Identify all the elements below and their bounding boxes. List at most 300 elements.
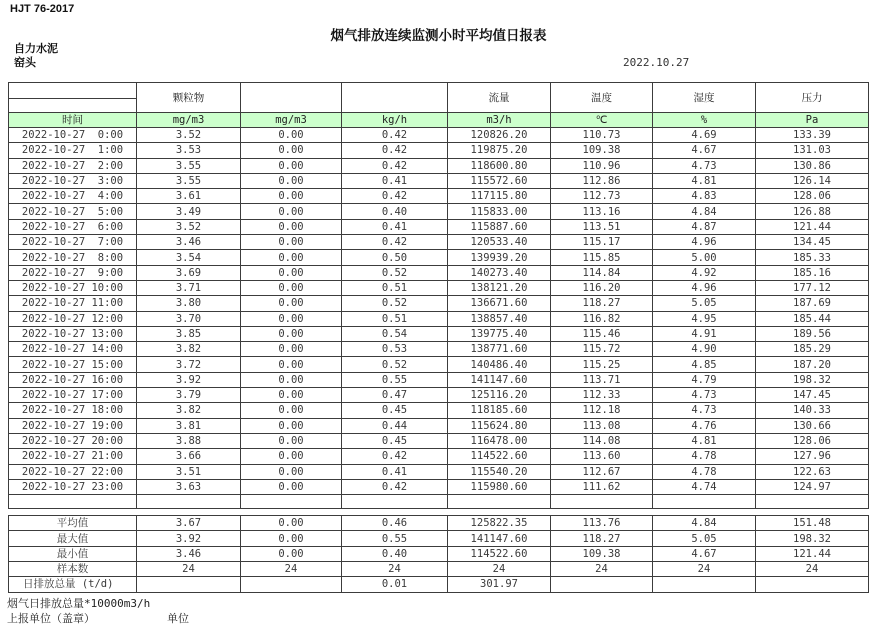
value-cell: 24 [551, 562, 653, 577]
value-cell: 147.45 [756, 388, 869, 403]
time-cell: 2022-10-27 21:00 [9, 449, 137, 464]
value-cell: 133.39 [756, 128, 869, 143]
value-cell: 185.44 [756, 311, 869, 326]
value-cell [448, 495, 551, 509]
value-cell: 126.88 [756, 204, 869, 219]
value-cell: 116478.00 [448, 433, 551, 448]
value-cell: 115540.20 [448, 464, 551, 479]
value-cell: 0.00 [241, 372, 342, 387]
unit-percent: % [653, 113, 756, 128]
hourly-data-table [8, 82, 869, 509]
company-name: 自力水泥 [14, 43, 58, 55]
value-cell: 0.42 [342, 479, 448, 494]
value-cell: 119875.20 [448, 143, 551, 158]
value-cell: 127.96 [756, 449, 869, 464]
value-cell: 187.20 [756, 357, 869, 372]
value-cell: 111.62 [551, 479, 653, 494]
time-cell: 2022-10-27 14:00 [9, 342, 137, 357]
value-cell: 0.00 [241, 250, 342, 265]
value-cell: 128.06 [756, 433, 869, 448]
value-cell: 0.42 [342, 128, 448, 143]
summary-row [9, 562, 869, 577]
table-row [9, 143, 869, 158]
value-cell: 0.45 [342, 433, 448, 448]
value-cell: 0.42 [342, 235, 448, 250]
value-cell: 0.00 [241, 235, 342, 250]
value-cell: 0.00 [241, 311, 342, 326]
value-cell: 5.00 [653, 250, 756, 265]
value-cell: 0.41 [342, 219, 448, 234]
value-cell: 0.40 [342, 546, 448, 561]
value-cell: 115.72 [551, 342, 653, 357]
value-cell: 3.82 [137, 403, 241, 418]
value-cell: 3.52 [137, 128, 241, 143]
value-cell: 0.00 [241, 449, 342, 464]
value-cell: 0.54 [342, 326, 448, 341]
value-cell: 4.87 [653, 219, 756, 234]
unit-kg-h: kg/h [342, 113, 448, 128]
value-cell: 0.50 [342, 250, 448, 265]
value-cell: 4.73 [653, 388, 756, 403]
col-header-blank-1 [241, 83, 342, 113]
value-cell: 3.49 [137, 204, 241, 219]
summary-label: 最大值 [9, 531, 137, 546]
value-cell: 112.86 [551, 173, 653, 188]
value-cell: 187.69 [756, 296, 869, 311]
value-cell: 3.63 [137, 479, 241, 494]
hourly-rows [9, 128, 869, 509]
value-cell: 24 [241, 562, 342, 577]
value-cell: 0.00 [241, 219, 342, 234]
value-cell: 0.41 [342, 464, 448, 479]
value-cell: 3.82 [137, 342, 241, 357]
unit-label: 单位 [167, 612, 189, 624]
value-cell: 3.46 [137, 235, 241, 250]
value-cell: 0.52 [342, 296, 448, 311]
value-cell: 124.97 [756, 479, 869, 494]
unit-mg-m3-a: mg/m3 [137, 113, 241, 128]
empty-cell [9, 495, 137, 509]
value-cell: 0.00 [241, 479, 342, 494]
value-cell: 130.86 [756, 158, 869, 173]
value-cell: 4.96 [653, 280, 756, 295]
value-cell: 4.83 [653, 189, 756, 204]
value-cell: 0.44 [342, 418, 448, 433]
value-cell: 112.33 [551, 388, 653, 403]
table-row [9, 357, 869, 372]
reporting-unit-label: 上报单位（盖章） [7, 612, 95, 624]
value-cell: 3.53 [137, 143, 241, 158]
value-cell: 3.54 [137, 250, 241, 265]
value-cell: 130.66 [756, 418, 869, 433]
time-cell: 2022-10-27 11:00 [9, 296, 137, 311]
value-cell: 115.17 [551, 235, 653, 250]
table-row [9, 418, 869, 433]
summary-row [9, 531, 869, 546]
table-row [9, 388, 869, 403]
value-cell: 4.69 [653, 128, 756, 143]
summary-label: 日排放总量 (t/d) [9, 577, 137, 592]
value-cell: 0.55 [342, 372, 448, 387]
value-cell: 118.27 [551, 296, 653, 311]
corner-cell-top [9, 83, 137, 99]
value-cell: 177.12 [756, 280, 869, 295]
value-cell: 0.42 [342, 158, 448, 173]
table-row [9, 189, 869, 204]
value-cell: 0.00 [241, 265, 342, 280]
report-table-area [8, 82, 869, 593]
value-cell: 115572.60 [448, 173, 551, 188]
value-cell: 0.42 [342, 449, 448, 464]
time-cell: 2022-10-27 22:00 [9, 464, 137, 479]
value-cell: 3.66 [137, 449, 241, 464]
time-cell: 2022-10-27 4:00 [9, 189, 137, 204]
value-cell: 134.45 [756, 235, 869, 250]
summary-label: 样本数 [9, 562, 137, 577]
value-cell: 114522.60 [448, 546, 551, 561]
value-cell: 0.55 [342, 531, 448, 546]
value-cell [653, 495, 756, 509]
summary-label: 最小值 [9, 546, 137, 561]
value-cell: 115.85 [551, 250, 653, 265]
table-row [9, 128, 869, 143]
value-cell: 139775.40 [448, 326, 551, 341]
value-cell: 113.08 [551, 418, 653, 433]
table-row [9, 479, 869, 494]
value-cell: 0.42 [342, 189, 448, 204]
value-cell: 3.46 [137, 546, 241, 561]
time-cell: 2022-10-27 9:00 [9, 265, 137, 280]
value-cell: 4.81 [653, 173, 756, 188]
table-row [9, 250, 869, 265]
value-cell: 4.73 [653, 403, 756, 418]
value-cell: 0.52 [342, 357, 448, 372]
value-cell: 114.08 [551, 433, 653, 448]
value-cell: 0.47 [342, 388, 448, 403]
table-row [9, 296, 869, 311]
table-row [9, 158, 869, 173]
value-cell: 3.71 [137, 280, 241, 295]
value-cell: 115.46 [551, 326, 653, 341]
value-cell: 141147.60 [448, 531, 551, 546]
value-cell: 0.00 [241, 280, 342, 295]
unit-mg-m3-b: mg/m3 [241, 113, 342, 128]
monitor-point: 窑头 [14, 57, 36, 69]
group-header-row [9, 83, 869, 99]
table-row [9, 403, 869, 418]
value-cell: 4.96 [653, 235, 756, 250]
value-cell: 112.18 [551, 403, 653, 418]
value-cell: 3.51 [137, 464, 241, 479]
time-column-header: 时间 [9, 113, 137, 128]
value-cell: 113.76 [551, 516, 653, 531]
value-cell: 198.32 [756, 531, 869, 546]
value-cell [551, 577, 653, 592]
time-cell: 2022-10-27 10:00 [9, 280, 137, 295]
table-row [9, 326, 869, 341]
time-cell: 2022-10-27 2:00 [9, 158, 137, 173]
time-cell: 2022-10-27 7:00 [9, 235, 137, 250]
value-cell: 0.00 [241, 464, 342, 479]
table-row [9, 265, 869, 280]
value-cell: 114.84 [551, 265, 653, 280]
value-cell: 24 [448, 562, 551, 577]
value-cell: 114522.60 [448, 449, 551, 464]
value-cell: 131.03 [756, 143, 869, 158]
value-cell: 4.92 [653, 265, 756, 280]
col-header-blank-2 [342, 83, 448, 113]
value-cell: 3.69 [137, 265, 241, 280]
time-cell: 2022-10-27 0:00 [9, 128, 137, 143]
value-cell: 4.90 [653, 342, 756, 357]
summary-row [9, 577, 869, 592]
unit-pa: Pa [756, 113, 869, 128]
summary-row [9, 516, 869, 531]
table-row [9, 235, 869, 250]
value-cell: 4.67 [653, 546, 756, 561]
table-row [9, 464, 869, 479]
value-cell: 3.52 [137, 219, 241, 234]
value-cell: 110.96 [551, 158, 653, 173]
value-cell: 120533.40 [448, 235, 551, 250]
value-cell [756, 495, 869, 509]
value-cell: 115887.60 [448, 219, 551, 234]
table-row [9, 173, 869, 188]
value-cell: 141147.60 [448, 372, 551, 387]
value-cell: 0.00 [241, 357, 342, 372]
time-cell: 2022-10-27 5:00 [9, 204, 137, 219]
value-cell [342, 495, 448, 509]
col-header-temperature: 温度 [551, 83, 653, 113]
doc-code: HJT 76-2017 [10, 3, 75, 15]
value-cell: 138857.40 [448, 311, 551, 326]
time-cell: 2022-10-27 12:00 [9, 311, 137, 326]
value-cell: 109.38 [551, 546, 653, 561]
value-cell: 185.16 [756, 265, 869, 280]
value-cell: 117115.80 [448, 189, 551, 204]
value-cell: 0.00 [241, 388, 342, 403]
value-cell: 112.67 [551, 464, 653, 479]
time-cell: 2022-10-27 8:00 [9, 250, 137, 265]
value-cell [241, 495, 342, 509]
value-cell: 198.32 [756, 372, 869, 387]
value-cell: 4.73 [653, 158, 756, 173]
time-cell: 2022-10-27 20:00 [9, 433, 137, 448]
value-cell: 0.46 [342, 516, 448, 531]
value-cell: 115.25 [551, 357, 653, 372]
value-cell: 4.84 [653, 516, 756, 531]
value-cell: 3.70 [137, 311, 241, 326]
value-cell: 4.67 [653, 143, 756, 158]
value-cell [653, 577, 756, 592]
table-row [9, 280, 869, 295]
table-row [9, 449, 869, 464]
table-row [9, 433, 869, 448]
value-cell: 118185.60 [448, 403, 551, 418]
col-header-flow: 流量 [448, 83, 551, 113]
value-cell: 3.79 [137, 388, 241, 403]
col-header-pressure: 压力 [756, 83, 869, 113]
time-cell: 2022-10-27 18:00 [9, 403, 137, 418]
value-cell: 151.48 [756, 516, 869, 531]
empty-row [9, 495, 869, 509]
value-cell: 0.45 [342, 403, 448, 418]
value-cell: 3.88 [137, 433, 241, 448]
value-cell: 5.05 [653, 531, 756, 546]
value-cell: 140273.40 [448, 265, 551, 280]
value-cell: 118.27 [551, 531, 653, 546]
value-cell: 120826.20 [448, 128, 551, 143]
value-cell: 189.56 [756, 326, 869, 341]
value-cell: 3.61 [137, 189, 241, 204]
summary-table [8, 515, 869, 592]
value-cell: 116.20 [551, 280, 653, 295]
value-cell: 115624.80 [448, 418, 551, 433]
value-cell: 0.00 [241, 516, 342, 531]
table-row [9, 342, 869, 357]
corner-cell-bottom [9, 99, 137, 113]
value-cell: 24 [342, 562, 448, 577]
value-cell: 125822.35 [448, 516, 551, 531]
value-cell: 3.67 [137, 516, 241, 531]
time-cell: 2022-10-27 19:00 [9, 418, 137, 433]
summary-row [9, 546, 869, 561]
value-cell: 0.00 [241, 158, 342, 173]
value-cell: 0.00 [241, 204, 342, 219]
value-cell: 0.00 [241, 531, 342, 546]
value-cell: 0.40 [342, 204, 448, 219]
value-cell: 4.74 [653, 479, 756, 494]
value-cell: 0.51 [342, 280, 448, 295]
value-cell: 185.33 [756, 250, 869, 265]
unit-m3-h: m3/h [448, 113, 551, 128]
value-cell: 109.38 [551, 143, 653, 158]
value-cell: 3.85 [137, 326, 241, 341]
value-cell: 0.00 [241, 418, 342, 433]
report-date: 2022.10.27 [623, 56, 690, 69]
value-cell: 138771.60 [448, 342, 551, 357]
value-cell: 4.78 [653, 464, 756, 479]
value-cell: 4.78 [653, 449, 756, 464]
value-cell: 0.53 [342, 342, 448, 357]
time-cell: 2022-10-27 16:00 [9, 372, 137, 387]
value-cell: 4.95 [653, 311, 756, 326]
unit-header-row [9, 113, 869, 128]
value-cell: 3.81 [137, 418, 241, 433]
table-row [9, 372, 869, 387]
value-cell: 0.00 [241, 143, 342, 158]
value-cell: 0.52 [342, 265, 448, 280]
value-cell: 139939.20 [448, 250, 551, 265]
table-row [9, 219, 869, 234]
value-cell: 112.73 [551, 189, 653, 204]
page-title: 烟气排放连续监测小时平均值日报表 [330, 28, 547, 43]
value-cell: 0.00 [241, 296, 342, 311]
value-cell: 185.29 [756, 342, 869, 357]
value-cell: 4.91 [653, 326, 756, 341]
time-cell: 2022-10-27 13:00 [9, 326, 137, 341]
value-cell: 113.16 [551, 204, 653, 219]
time-cell: 2022-10-27 1:00 [9, 143, 137, 158]
value-cell: 4.85 [653, 357, 756, 372]
value-cell: 3.72 [137, 357, 241, 372]
time-cell: 2022-10-27 23:00 [9, 479, 137, 494]
time-cell: 2022-10-27 15:00 [9, 357, 137, 372]
value-cell: 140486.40 [448, 357, 551, 372]
value-cell: 0.00 [241, 403, 342, 418]
value-cell: 0.00 [241, 173, 342, 188]
value-cell [241, 577, 342, 592]
value-cell: 24 [653, 562, 756, 577]
value-cell: 121.44 [756, 546, 869, 561]
value-cell: 0.42 [342, 143, 448, 158]
value-cell: 301.97 [448, 577, 551, 592]
value-cell: 4.76 [653, 418, 756, 433]
value-cell: 3.92 [137, 372, 241, 387]
summary-rows [9, 516, 869, 592]
value-cell [756, 577, 869, 592]
value-cell: 0.41 [342, 173, 448, 188]
table-row [9, 204, 869, 219]
value-cell: 0.00 [241, 342, 342, 357]
value-cell: 115980.60 [448, 479, 551, 494]
col-header-particulate: 颗粒物 [137, 83, 241, 113]
value-cell: 24 [137, 562, 241, 577]
value-cell: 116.82 [551, 311, 653, 326]
time-cell: 2022-10-27 3:00 [9, 173, 137, 188]
value-cell: 3.55 [137, 173, 241, 188]
value-cell: 118600.80 [448, 158, 551, 173]
time-cell: 2022-10-27 17:00 [9, 388, 137, 403]
summary-label: 平均值 [9, 516, 137, 531]
value-cell: 140.33 [756, 403, 869, 418]
value-cell [551, 495, 653, 509]
value-cell: 4.84 [653, 204, 756, 219]
value-cell: 0.00 [241, 128, 342, 143]
value-cell: 136671.60 [448, 296, 551, 311]
value-cell: 0.00 [241, 326, 342, 341]
value-cell: 113.51 [551, 219, 653, 234]
value-cell [137, 495, 241, 509]
unit-celsius: ℃ [551, 113, 653, 128]
value-cell: 0.00 [241, 433, 342, 448]
value-cell: 3.80 [137, 296, 241, 311]
value-cell: 122.63 [756, 464, 869, 479]
flow-total-note: 烟气日排放总量*10000m3/h [7, 597, 151, 610]
value-cell: 3.92 [137, 531, 241, 546]
value-cell: 113.71 [551, 372, 653, 387]
value-cell: 0.01 [342, 577, 448, 592]
col-header-humidity: 湿度 [653, 83, 756, 113]
value-cell: 113.60 [551, 449, 653, 464]
value-cell: 126.14 [756, 173, 869, 188]
value-cell: 121.44 [756, 219, 869, 234]
value-cell: 4.79 [653, 372, 756, 387]
value-cell: 128.06 [756, 189, 869, 204]
value-cell: 0.00 [241, 546, 342, 561]
value-cell: 5.05 [653, 296, 756, 311]
table-row [9, 311, 869, 326]
value-cell [137, 577, 241, 592]
value-cell: 4.81 [653, 433, 756, 448]
value-cell: 0.51 [342, 311, 448, 326]
value-cell: 24 [756, 562, 869, 577]
value-cell: 138121.20 [448, 280, 551, 295]
value-cell: 110.73 [551, 128, 653, 143]
value-cell: 115833.00 [448, 204, 551, 219]
value-cell: 0.00 [241, 189, 342, 204]
time-cell: 2022-10-27 6:00 [9, 219, 137, 234]
